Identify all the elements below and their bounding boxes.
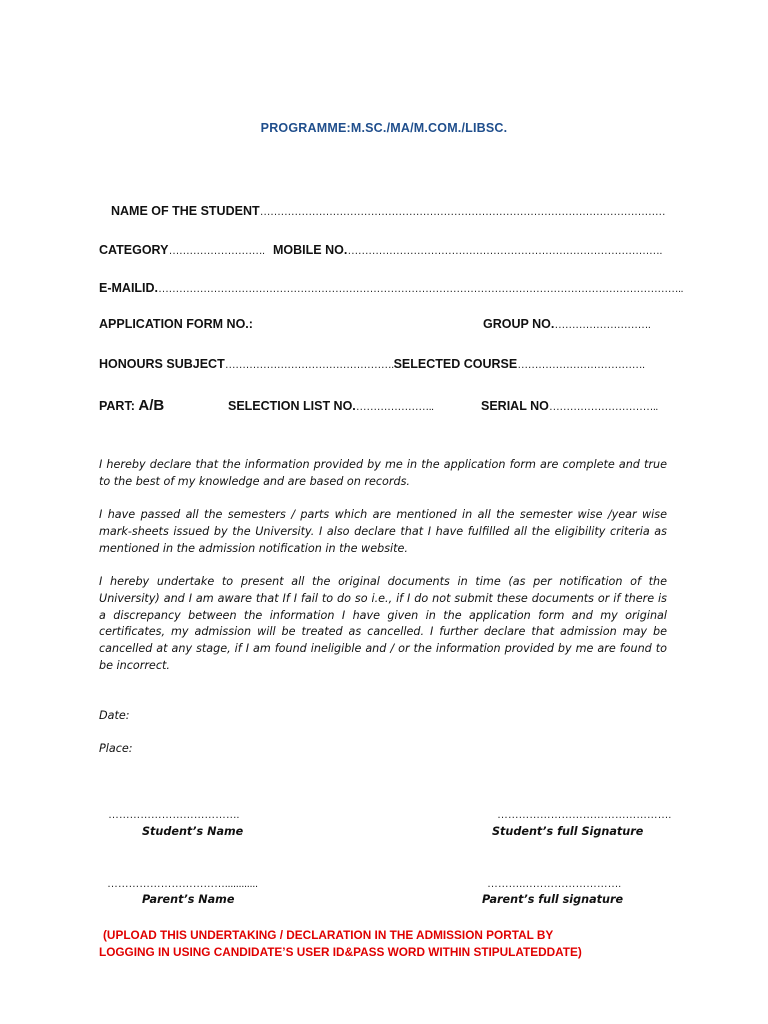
declaration-paragraph-3: I hereby undertake to present all the original documents in time (as per notification of the University) and I am aware that If I fail to do so i.e., if I do not submit these documents or if there is a discrepancy between the information I have given in the application form and my original certificates, my admission will be treated as cancelled. I further declare that admission may be cancelled at any stage, if I am found ineligible and / or the information provided by me are found to be incorrect. bbox=[99, 575, 667, 672]
category-blank[interactable]: ………………………. bbox=[168, 245, 265, 257]
parent-name-blank[interactable]: ……………………………............ bbox=[107, 878, 258, 890]
group-field-row bbox=[483, 317, 650, 331]
part-label: PART: bbox=[99, 399, 139, 413]
email-blank[interactable]: …………………………………………………………………………………………………………………………………….. bbox=[158, 283, 683, 295]
mobile-blank[interactable]: ………………………………………………………………………………. bbox=[347, 245, 662, 257]
part-field-row bbox=[99, 397, 164, 414]
student-signature-blank[interactable]: …………………………………………. bbox=[497, 809, 671, 821]
category-field-row bbox=[99, 243, 265, 257]
mobile-label: MOBILE NO. bbox=[273, 243, 348, 257]
student-name-blank[interactable]: ………………………………. bbox=[108, 809, 240, 821]
honours-blank[interactable]: …………………………………………. bbox=[224, 359, 394, 371]
email-field-row bbox=[99, 281, 683, 295]
selection-list-blank[interactable]: ………………….. bbox=[355, 401, 434, 413]
parent-signature-label: Parent’s full signature bbox=[482, 893, 624, 906]
serial-blank[interactable]: ………………………….. bbox=[548, 401, 658, 413]
name-label: NAME OF THE STUDENT bbox=[111, 204, 260, 218]
student-name-label: Student’s Name bbox=[142, 825, 244, 838]
date-label: Date: bbox=[99, 709, 130, 722]
name-blank[interactable]: ……………………………………………………………………………………………………… bbox=[259, 206, 666, 218]
student-signature-label: Student’s full Signature bbox=[492, 825, 644, 838]
upload-note-line-1: (UPLOAD THIS UNDERTAKING / DECLARATION IN THE ADMISSION PORTAL BY bbox=[103, 928, 554, 942]
declaration-paragraph-1: I hereby declare that the information provided by me in the application form are complete and true to the best of my knowledge and are based on records. bbox=[99, 458, 667, 488]
group-label: GROUP NO. bbox=[483, 317, 555, 331]
upload-note-line-2: LOGGING IN USING CANDIDATE’S USER ID&PASS WORD WITHIN STIPULATEDDATE) bbox=[99, 945, 582, 959]
honours-field-row bbox=[99, 357, 644, 371]
declaration-paragraph-2: I have passed all the semesters / parts which are mentioned in all the semester wise /year wise mark-sheets issued by the University. I also declare that I have fulfilled all the eligibility criteria as mentioned in the admission notification in the website. bbox=[99, 508, 667, 555]
application-form-label: APPLICATION FORM NO.: bbox=[99, 317, 253, 331]
selection-list-field-row bbox=[228, 399, 434, 413]
email-label: E-MAILID. bbox=[99, 281, 159, 295]
part-value: A/B bbox=[138, 397, 165, 414]
serial-field-row bbox=[481, 399, 658, 413]
serial-label: SERIAL NO bbox=[481, 399, 549, 413]
honours-label: HONOURS SUBJECT bbox=[99, 357, 225, 371]
mobile-field-row bbox=[273, 243, 662, 257]
selected-course-blank[interactable]: ………………………………. bbox=[517, 359, 645, 371]
name-field-row bbox=[111, 204, 665, 218]
parent-name-label: Parent’s Name bbox=[142, 893, 235, 906]
page-title: PROGRAMME:M.SC./MA/M.COM./LIBSC. bbox=[260, 121, 508, 135]
parent-signature-blank[interactable]: ……….………………………. bbox=[487, 878, 621, 890]
selected-course-label: SELECTED COURSE bbox=[393, 357, 518, 371]
category-label: CATEGORY bbox=[99, 243, 169, 257]
group-blank[interactable]: ………………………. bbox=[554, 319, 651, 331]
place-label: Place: bbox=[99, 742, 133, 755]
selection-list-label: SELECTION LIST NO. bbox=[228, 399, 356, 413]
